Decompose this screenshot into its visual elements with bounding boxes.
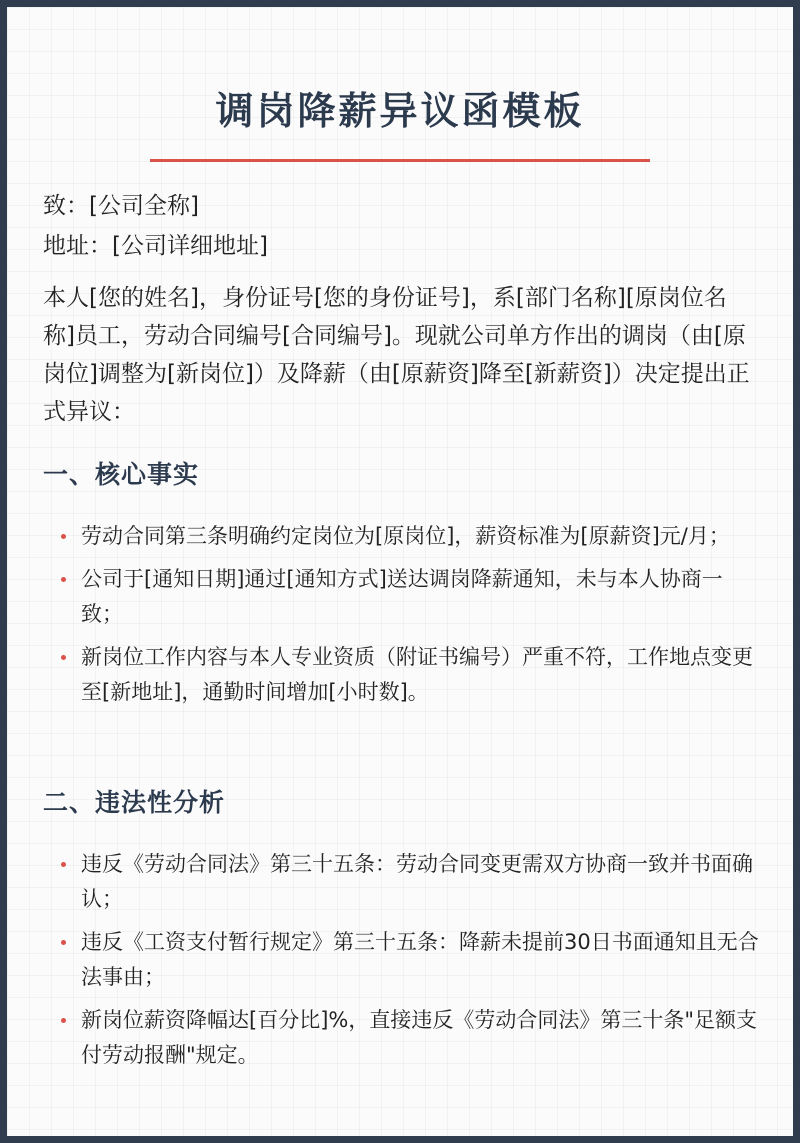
list-item-text: 新岗位薪资降幅达[百分比]%，直接违反《劳动合同法》第三十条"足额支付劳动报酬"规定。	[81, 1008, 757, 1067]
address-line: 地址：[公司详细地址]	[43, 233, 268, 259]
legal-analysis-list	[61, 847, 761, 1081]
list-item	[61, 1003, 761, 1073]
list-item-text: 劳动合同第三条明确约定岗位为[原岗位]，薪资标准为[原薪资]元/月；	[81, 524, 730, 548]
document-page	[7, 7, 793, 1136]
document-title: 调岗降薪异议函模板	[215, 89, 585, 133]
section-heading-legal-analysis: 二、违法性分析	[43, 788, 226, 817]
list-item-text: 公司于[通知日期]通过[通知方式]送达调岗降薪通知，未与本人协商一致；	[81, 567, 723, 626]
recipient-line: 致：[公司全称]	[43, 193, 199, 219]
core-facts-list	[61, 519, 761, 718]
list-item-text: 新岗位工作内容与本人专业资质（附证书编号）严重不符，工作地点变更至[新地址]，通勤时间增加[小时数]。	[81, 645, 753, 704]
list-item	[61, 640, 761, 710]
intro-paragraph: 本人[您的姓名]，身份证号[您的身份证号]，系[部门名称][原岗位名称]员工，劳动合同编号[合同编号]。现就公司单方作出的调岗（由[原岗位]调整为[新岗位]）及降薪（由[原薪资]降至[新薪资]）决定提出正式异议：	[43, 285, 750, 425]
list-item-text: 违反《劳动合同法》第三十五条：劳动合同变更需双方协商一致并书面确认；	[81, 852, 753, 911]
list-item	[61, 519, 761, 554]
title-underline	[150, 159, 650, 162]
bullet-dot-icon	[61, 940, 66, 945]
bullet-dot-icon	[61, 534, 66, 539]
bullet-dot-icon	[61, 1018, 66, 1023]
bullet-dot-icon	[61, 862, 66, 867]
list-item	[61, 847, 761, 917]
list-item-text: 违反《工资支付暂行规定》第三十五条：降薪未提前30日书面通知且无合法事由；	[81, 930, 759, 989]
section-heading-core-facts: 一、核心事实	[43, 460, 200, 489]
list-item	[61, 562, 761, 632]
list-item	[61, 925, 761, 995]
bullet-dot-icon	[61, 577, 66, 582]
bullet-dot-icon	[61, 655, 66, 660]
